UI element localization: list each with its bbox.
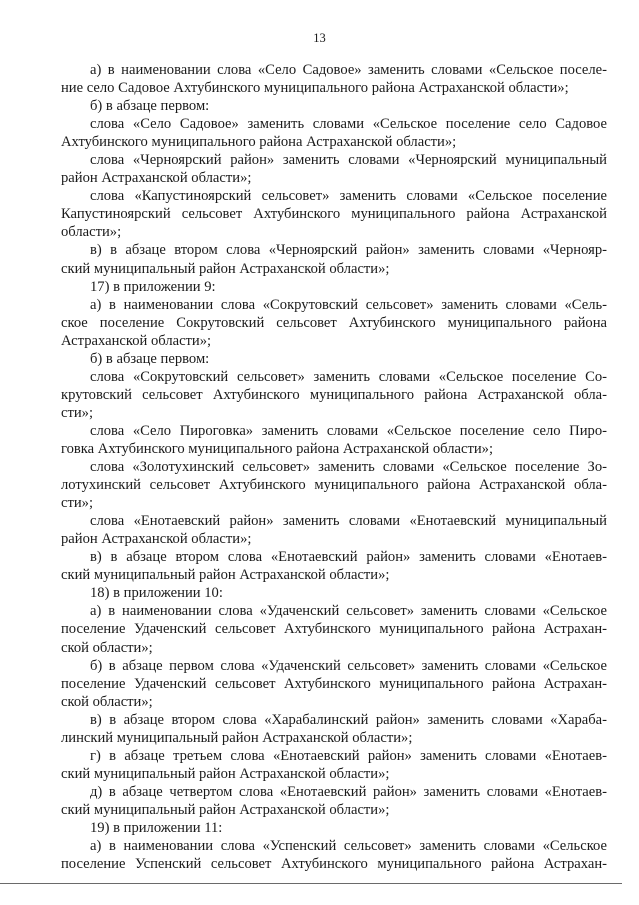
text-line: линский муниципальный район Астраханской области»; [61, 729, 413, 746]
text-line: лотухинский сельсовет Ахтубинского муниципального района Астраханской обла- [61, 477, 607, 494]
text-line: слова «Черноярский район» заменить словами «Черноярский муниципальный [90, 152, 607, 169]
text-line: слова «Село Пироговка» заменить словами «Сельское поселение село Пиро- [90, 422, 607, 439]
text-line: г) в абзаце третьем слова «Енотаевский район» заменить словами «Енотаев- [90, 747, 607, 764]
text-line: Капустиноярский сельсовет Ахтубинского муниципального района Астраханской [61, 206, 607, 223]
text-line: ский муниципальный район Астраханской области»; [61, 567, 390, 584]
text-line: Астраханской области»; [61, 332, 212, 349]
text-line: ние село Садовое Ахтубинского муниципального района Астраханской области»; [61, 80, 569, 97]
text-line: ский муниципальный район Астраханской области»; [61, 801, 390, 818]
text-line: слова «Село Садовое» заменить словами «Сельское поселение село Садовое [90, 116, 607, 133]
text-line: в) в абзаце втором слова «Харабалинский район» заменить словами «Хараба- [90, 711, 607, 728]
text-line: в) в абзаце втором слова «Енотаевский район» заменить словами «Енотаев- [90, 549, 607, 566]
text-line: сти»; [61, 404, 94, 421]
text-line: ской области»; [61, 693, 153, 710]
text-line: 19) в приложении 11: [90, 819, 223, 836]
document-body [61, 61, 607, 873]
text-line: а) в наименовании слова «Успенский сельсовет» заменить словами «Сельское [90, 838, 607, 855]
text-line: поселение Удаченский сельсовет Ахтубинского муниципального района Астрахан- [61, 621, 607, 638]
text-line: области»; [61, 224, 122, 241]
text-line: Ахтубинского муниципального района Астраханской области»; [61, 134, 457, 151]
text-line: ское поселение Сокрутовский сельсовет Ахтубинского муниципального района [61, 314, 607, 331]
text-line: д) в абзаце четвертом слова «Енотаевский район» заменить словами «Енотаев- [90, 783, 607, 800]
text-line: 17) в приложении 9: [90, 278, 216, 295]
text-line: а) в наименовании слова «Удаченский сельсовет» заменить словами «Сельское [90, 603, 607, 620]
text-line: слова «Енотаевский район» заменить словами «Енотаевский муниципальный [90, 513, 607, 530]
text-line: б) в абзаце первом: [90, 98, 210, 115]
text-line: а) в наименовании слова «Сокрутовский сельсовет» заменить словами «Сель- [90, 296, 607, 313]
text-line: а) в наименовании слова «Село Садовое» заменить словами «Сельское поселе- [90, 62, 607, 78]
text-line: поселение Успенский сельсовет Ахтубинского муниципального района Астрахан- [61, 856, 607, 873]
text-line: б) в абзаце первом: [90, 350, 210, 367]
text-line: слова «Золотухинский сельсовет» заменить словами «Сельское поселение Зо- [90, 459, 607, 476]
text-line: крутовский сельсовет Ахтубинского муниципального района Астраханской обла- [61, 386, 607, 403]
text-line: сти»; [61, 495, 94, 512]
text-line: в) в абзаце втором слова «Черноярский район» заменить словами «Чернояр- [90, 242, 607, 259]
text-line: район Астраханской области»; [61, 531, 252, 548]
text-line: район Астраханской области»; [61, 170, 252, 187]
text-line: ский муниципальный район Астраханской области»; [61, 260, 390, 277]
text-line: ской области»; [61, 639, 153, 656]
text-line: говка Ахтубинского муниципального района Астраханской области»; [61, 440, 494, 457]
text-line: ский муниципальный район Астраханской области»; [61, 765, 390, 782]
text-line: поселение Удаченский сельсовет Ахтубинского муниципального района Астрахан- [61, 675, 607, 692]
text-line: слова «Капустиноярский сельсовет» заменить словами «Сельское поселение [90, 188, 607, 205]
text-line: 18) в приложении 10: [90, 585, 223, 602]
text-line: б) в абзаце первом слова «Удаченский сельсовет» заменить словами «Сельское [90, 657, 607, 674]
page-bottom-rule [0, 883, 622, 884]
text-line: слова «Сокрутовский сельсовет» заменить словами «Сельское поселение Со- [90, 368, 607, 385]
page-number: 13 [313, 31, 326, 45]
